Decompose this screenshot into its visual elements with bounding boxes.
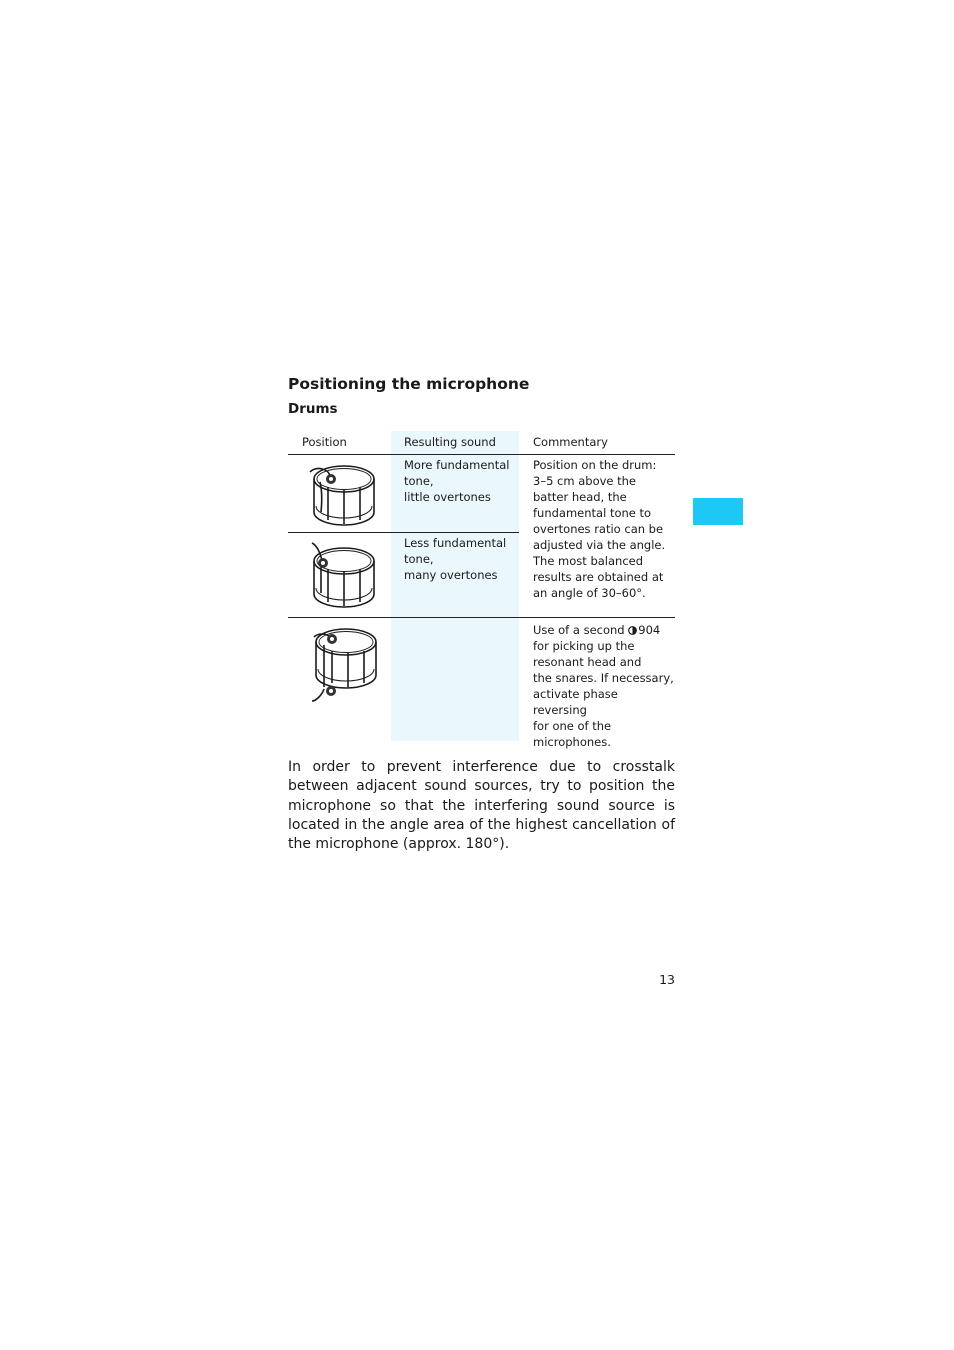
commentary-cell: [533, 457, 675, 601]
sound-line: little overtones: [404, 490, 491, 504]
commentary-line: the snares. If necessary,: [533, 671, 674, 685]
commentary-line: overtones ratio can be: [533, 522, 664, 536]
commentary-line: an angle of 30–60°.: [533, 586, 646, 600]
resulting-sound-cell: [404, 457, 516, 505]
commentary-line: The most balanced: [533, 554, 644, 568]
header-position: Position: [302, 435, 347, 449]
drum-mic-icon: [308, 541, 380, 609]
commentary-prefix: Use of a second: [533, 623, 629, 637]
sound-line: many overtones: [404, 568, 498, 582]
row-divider-1: [288, 532, 519, 533]
commentary-line: for picking up the: [533, 639, 635, 653]
sound-line: tone,: [404, 474, 434, 488]
commentary-line: fundamental tone to: [533, 506, 652, 520]
model-number: 904: [638, 623, 661, 637]
commentary-cell: [533, 622, 675, 750]
page-title: Positioning the microphone: [288, 375, 530, 393]
commentary-line: Position on the drum:: [533, 458, 657, 472]
commentary-line: [533, 622, 675, 638]
commentary-line: for one of the: [533, 719, 612, 733]
commentary-line: activate phase reversing: [533, 687, 618, 717]
header-resulting-sound: Resulting sound: [404, 435, 496, 449]
section-tab-marker: [693, 498, 743, 525]
commentary-line: adjusted via the angle.: [533, 538, 666, 552]
mic-glyph-icon: [628, 626, 637, 635]
row-divider-2: [288, 617, 675, 618]
commentary-line: results are obtained at: [533, 570, 664, 584]
resulting-sound-cell: [404, 535, 516, 583]
drum-dual-mic-icon: [308, 625, 380, 705]
header-commentary: Commentary: [533, 435, 608, 449]
commentary-line: batter head, the: [533, 490, 627, 504]
commentary-line: microphones.: [533, 735, 611, 749]
sound-line: Less fundamental: [404, 536, 507, 550]
commentary-line: 3–5 cm above the: [533, 474, 637, 488]
sound-line: tone,: [404, 552, 434, 566]
drum-position-table: [288, 431, 675, 749]
drum-mic-icon: [308, 462, 380, 528]
section-subtitle: Drums: [288, 401, 338, 417]
sound-line: More fundamental: [404, 458, 510, 472]
commentary-line: resonant head and: [533, 655, 642, 669]
page-number: 13: [659, 972, 675, 987]
body-paragraph: In order to prevent interference due to crosstalk between adjacent sound sources, try to position the microphone so that the interfering sound source is located in the angle area of the highest cancellation of the microphone (approx. 180°).: [288, 759, 675, 853]
header-rule: [288, 454, 675, 455]
